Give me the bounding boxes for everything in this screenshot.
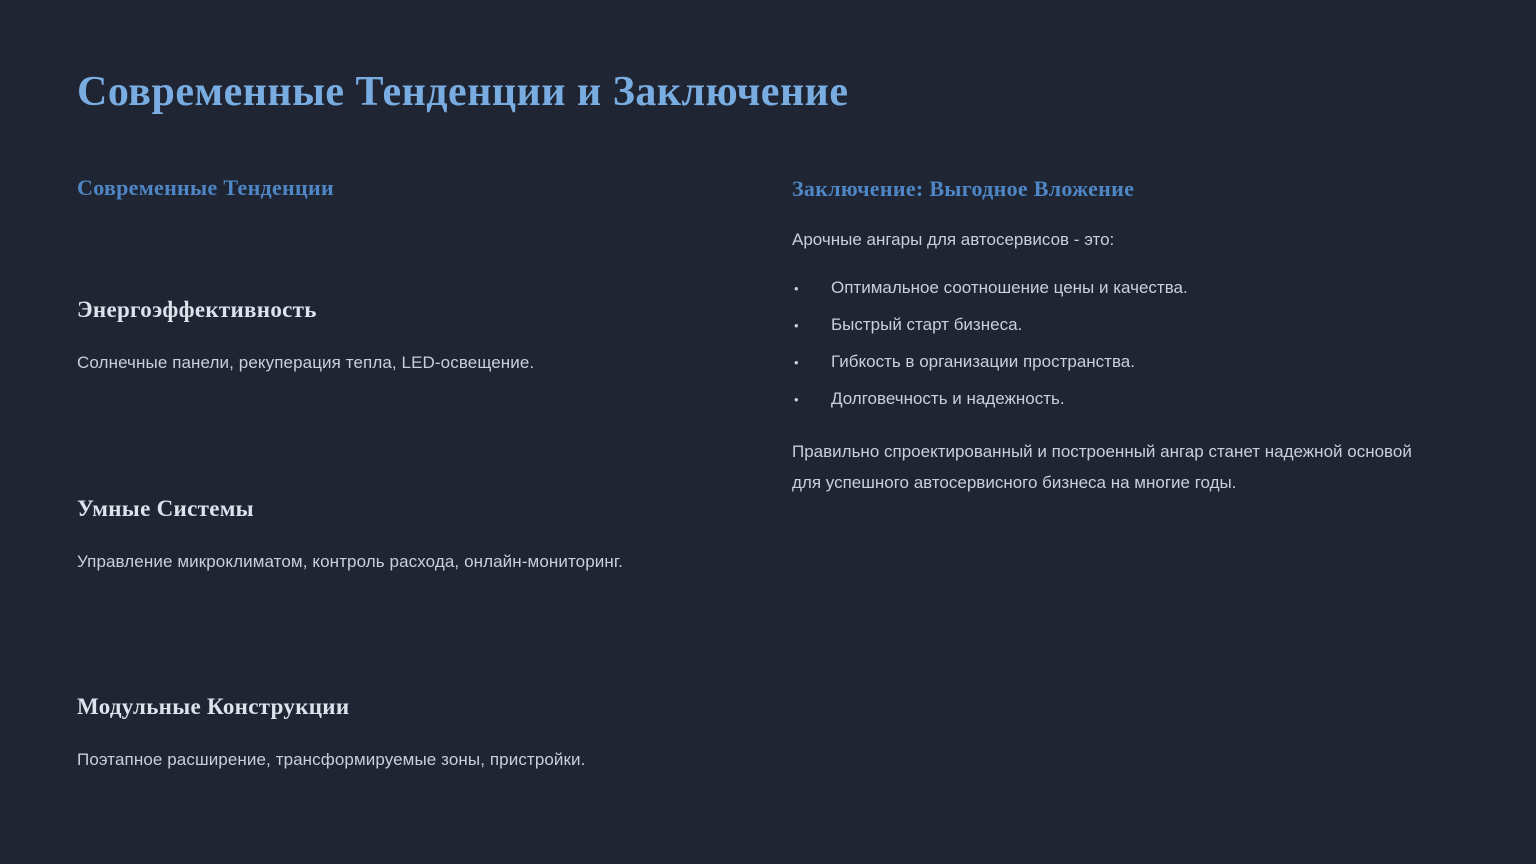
bullet-item: [792, 352, 1452, 374]
bullet-text-flexibility: Гибкость в организации пространства.: [831, 352, 1135, 371]
bullet-item: [792, 278, 1452, 300]
section-body-energy-efficiency: Солнечные панели, рекуперация тепла, LED-освещение.: [77, 353, 535, 372]
section-heading-modular-constructions: Модульные Конструкции: [77, 694, 350, 719]
bullet-text-optimal-ratio: Оптимальное соотношение цены и качества.: [831, 278, 1188, 297]
slide-title: Современные Тенденции и Заключение: [77, 69, 849, 115]
bullet-marker-icon: •: [794, 392, 799, 407]
bullet-item: [792, 315, 1452, 337]
section-heading-energy-efficiency: Энергоэффективность: [77, 297, 317, 322]
bullet-text-fast-start: Быстрый старт бизнеса.: [831, 315, 1023, 334]
section-body-modular-constructions: Поэтапное расширение, трансформируемые зоны, пристройки.: [77, 750, 586, 769]
conclusion-paragraph: Правильно спроектированный и построенный ангар станет надежной основой для успешного автосервисного бизнеса на многие годы.: [792, 442, 1412, 492]
section-body-smart-systems: Управление микроклиматом, контроль расхода, онлайн-мониторинг.: [77, 552, 623, 571]
bullet-marker-icon: •: [794, 318, 799, 333]
left-column-subtitle: Современные Тенденции: [77, 175, 334, 200]
bullet-item: [792, 389, 1452, 411]
bullet-text-durability: Долговечность и надежность.: [831, 389, 1065, 408]
bullet-marker-icon: •: [794, 281, 799, 296]
bullet-marker-icon: •: [794, 355, 799, 370]
right-column-subtitle: Заключение: Выгодное Вложение: [792, 176, 1135, 201]
conclusion-intro: Арочные ангары для автосервисов - это:: [792, 230, 1115, 249]
section-heading-smart-systems: Умные Системы: [77, 496, 254, 521]
